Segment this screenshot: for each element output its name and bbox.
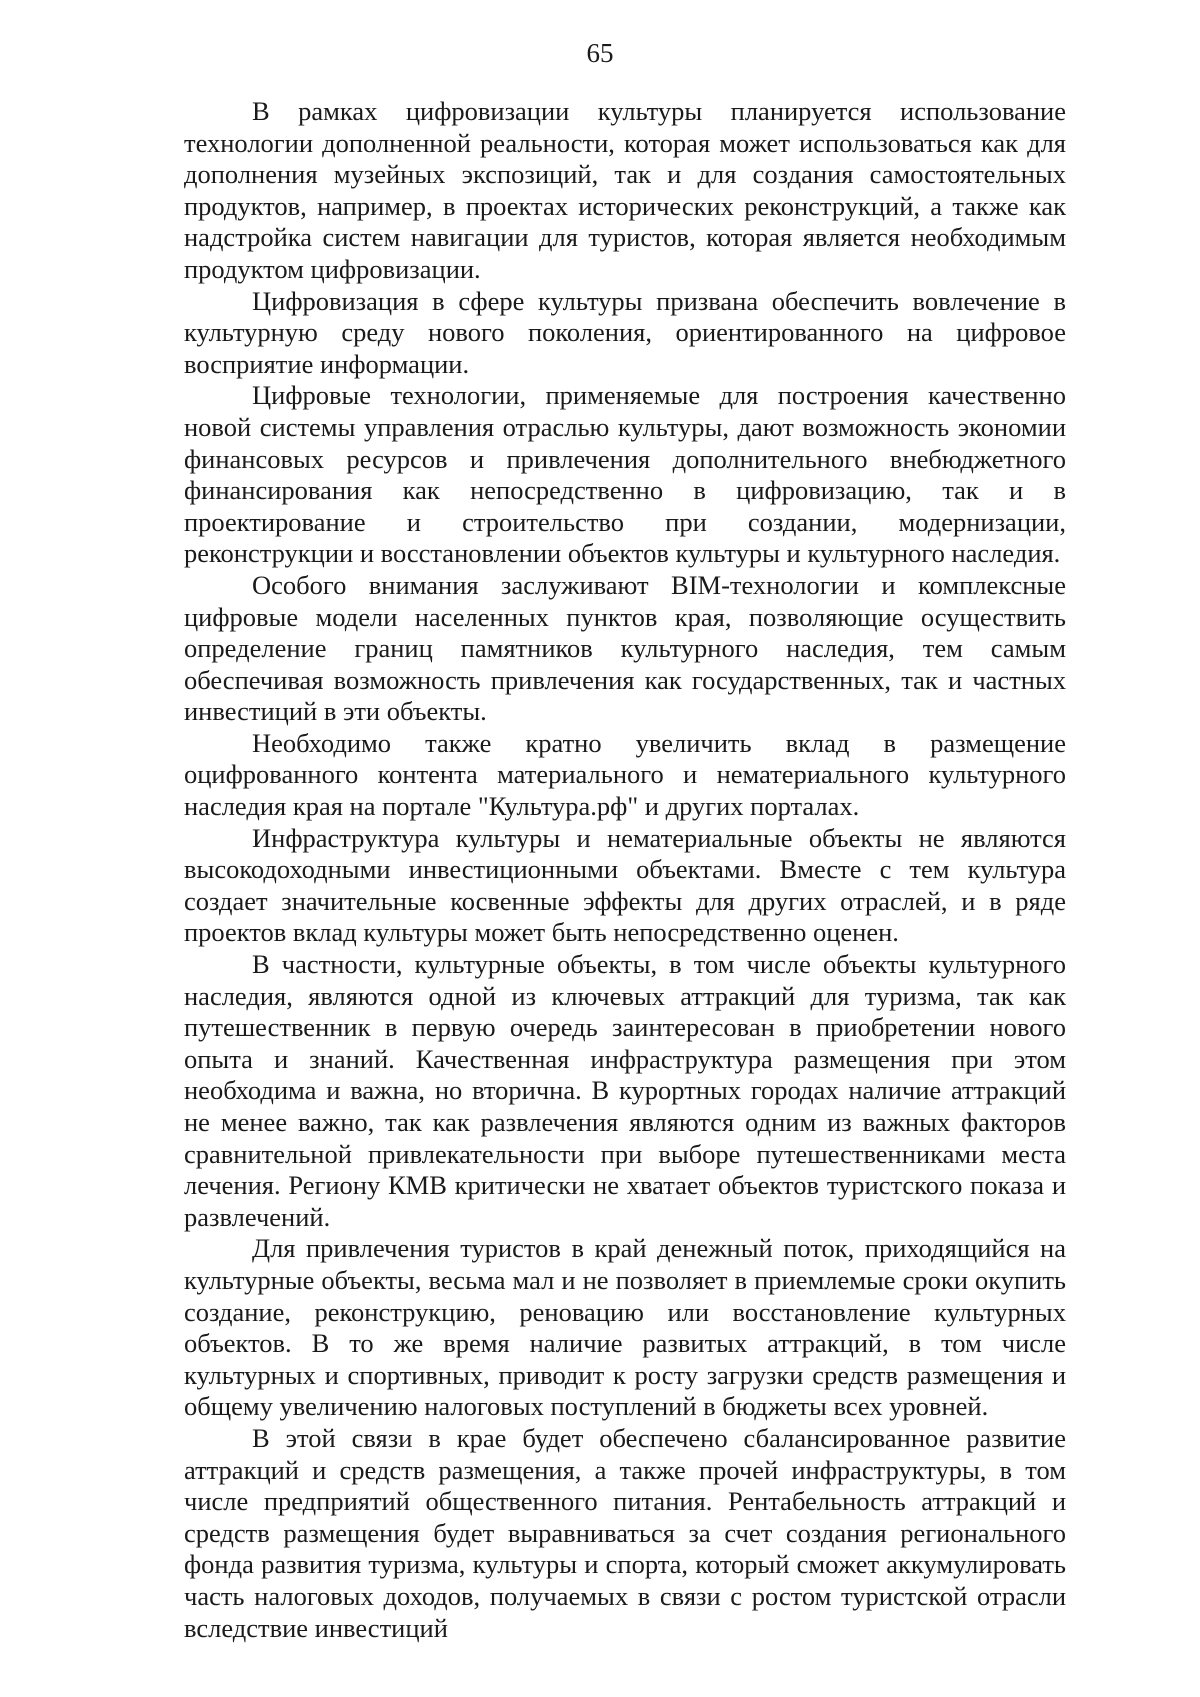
document-body [184, 96, 1066, 1644]
paragraph: Цифровизация в сфере культуры призвана обеспечить вовлечение в культурную среду нового поколения, ориентированного на цифровое восприятие информации. [184, 285, 1066, 379]
page-number: 65 [586, 38, 614, 68]
paragraph: В рамках цифровизации культуры планируется использование технологии дополненной реальности, которая может использоваться как для дополнения музейных экспозиций, так и для создания самостоятельных продуктов, например, в проектах исторических реконструкций, а также как надстройка систем навигации для туристов, которая является необходимым продуктом цифровизации. [184, 96, 1066, 284]
paragraph: Необходимо также кратно увеличить вклад в размещение оцифрованного контента материального и нематериального культурного наследия края на портале "Культура.рф" и других порталах. [184, 727, 1066, 822]
paragraph: Особого внимания заслуживают BIM-технологии и комплексные цифровые модели населенных пунктов края, позволяющие осуществить определение границ памятников культурного наследия, тем самым обеспечивая возможность привлечения как государственных, так и частных инвестиций в эти объекты. [184, 569, 1066, 727]
paragraph: Инфраструктура культуры и нематериальные объекты не являются высокодоходными инвестиционными объектами. Вместе с тем культура создает значительные косвенные эффекты для других отраслей, и в ряде проектов вклад культуры может быть непосредственно оценен. [184, 822, 1066, 948]
paragraph: В частности, культурные объекты, в том числе объекты культурного наследия, являются одной из ключевых аттракций для туризма, так как путешественник в первую очередь заинтересован в приобретении нового опыта и знаний. Качественная инфраструктура размещения при этом необходима и важна, но вторична. В курортных городах наличие аттракций не менее важно, так как развлечения являются одним из важных факторов сравнительной привлекательности при выборе путешественниками места лечения. Региону КМВ критически не хватает объектов туристского показа и развлечений. [184, 949, 1066, 1232]
paragraph: Цифровые технологии, применяемые для построения качественно новой системы управления отраслью культуры, дают возможность экономии финансовых ресурсов и привлечения дополнительного внебюджетного финансирования как непосредственно в цифровизацию, так и в проектирование и строительство при создании, модернизации, реконструкции и восстановлении объектов культуры и культурного наследия. [184, 380, 1066, 569]
paragraph: Для привлечения туристов в край денежный поток, приходящийся на культурные объекты, весьма мал и не позволяет в приемлемые сроки окупить создание, реконструкцию, реновацию или восстановление культурных объектов. В то же время наличие развитых аттракций, в том числе культурных и спортивных, приводит к росту загрузки средств размещения и общему увеличению налоговых поступлений в бюджеты всех уровней. [184, 1233, 1066, 1422]
paragraph: В этой связи в крае будет обеспечено сбалансированное развитие аттракций и средств размещения, а также прочей инфраструктуры, в том числе предприятий общественного питания. Рентабельность аттракций и средств размещения будет выравниваться за счет создания регионального фонда развития туризма, культуры и спорта, который сможет аккумулировать часть налоговых доходов, получаемых в связи с ростом туристской отрасли вследствие инвестиций [184, 1422, 1066, 1643]
